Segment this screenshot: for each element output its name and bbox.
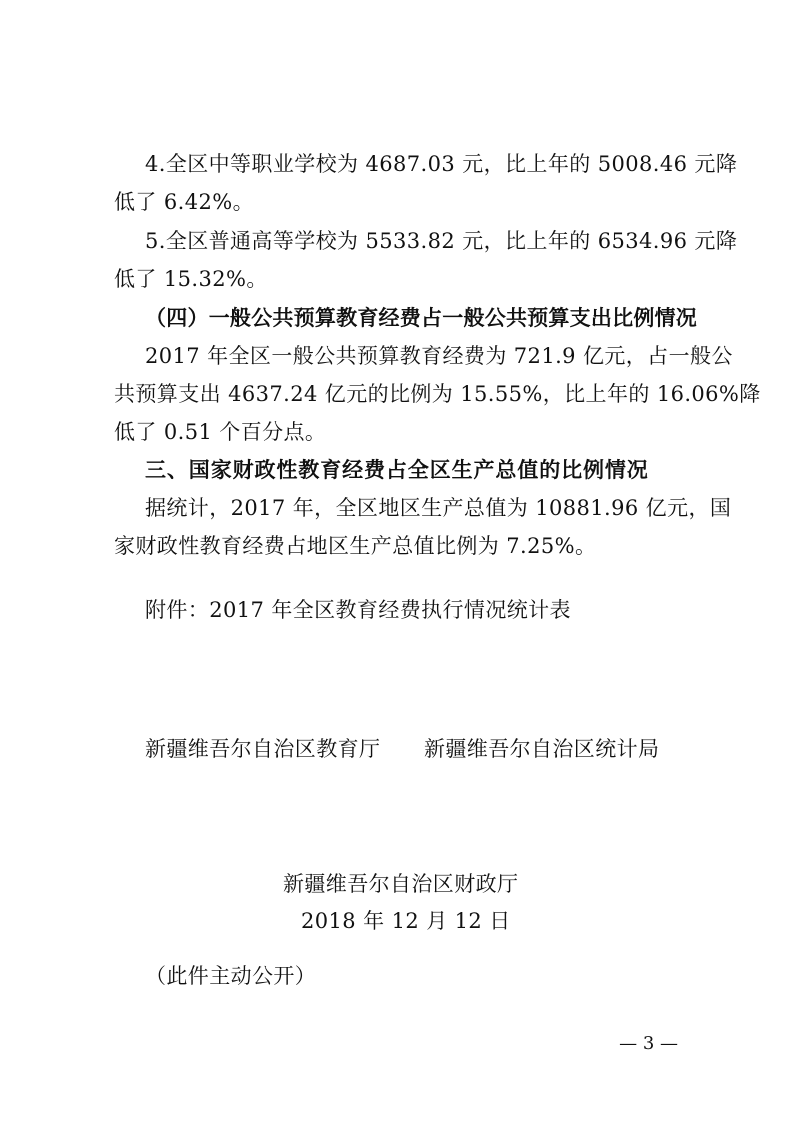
paragraph-line: 低了 6.42%。 (114, 190, 254, 214)
section-heading-3: 三、国家财政性教育经费占全区生产总值的比例情况 (145, 458, 648, 482)
attachment-line: 附件：2017 年全区教育经费执行情况统计表 (145, 598, 571, 622)
paragraph-line: 低了 0.51 个百分点。 (114, 420, 327, 444)
signature-education-dept: 新疆维吾尔自治区教育厅 (145, 737, 381, 761)
paragraph-line: 据统计，2017 年，全区地区生产总值为 10881.96 亿元，国 (145, 496, 732, 520)
signature-statistics-bureau: 新疆维吾尔自治区统计局 (424, 737, 660, 761)
paragraph-line: 共预算支出 4637.24 亿元的比例为 15.55%，比上年的 16.06%降 (114, 382, 761, 406)
signature-date: 2018 年 12 月 12 日 (301, 909, 511, 933)
disclosure-note: （此件主动公开） (145, 964, 317, 988)
paragraph-line: 4.全区中等职业学校为 4687.03 元，比上年的 5008.46 元降 (145, 152, 738, 176)
paragraph-line: 5.全区普通高等学校为 5533.82 元，比上年的 6534.96 元降 (145, 229, 738, 253)
paragraph-line: 低了 15.32%。 (114, 267, 268, 291)
signature-finance-dept: 新疆维吾尔自治区财政厅 (283, 872, 519, 896)
section-heading-4: （四）一般公共预算教育经费占一般公共预算支出比例情况 (145, 305, 697, 330)
page-number: — 3 — (619, 1033, 678, 1054)
paragraph-line: 2017 年全区一般公共预算教育经费为 721.9 亿元，占一般公 (145, 344, 733, 368)
paragraph-line: 家财政性教育经费占地区生产总值比例为 7.25%。 (114, 534, 597, 558)
